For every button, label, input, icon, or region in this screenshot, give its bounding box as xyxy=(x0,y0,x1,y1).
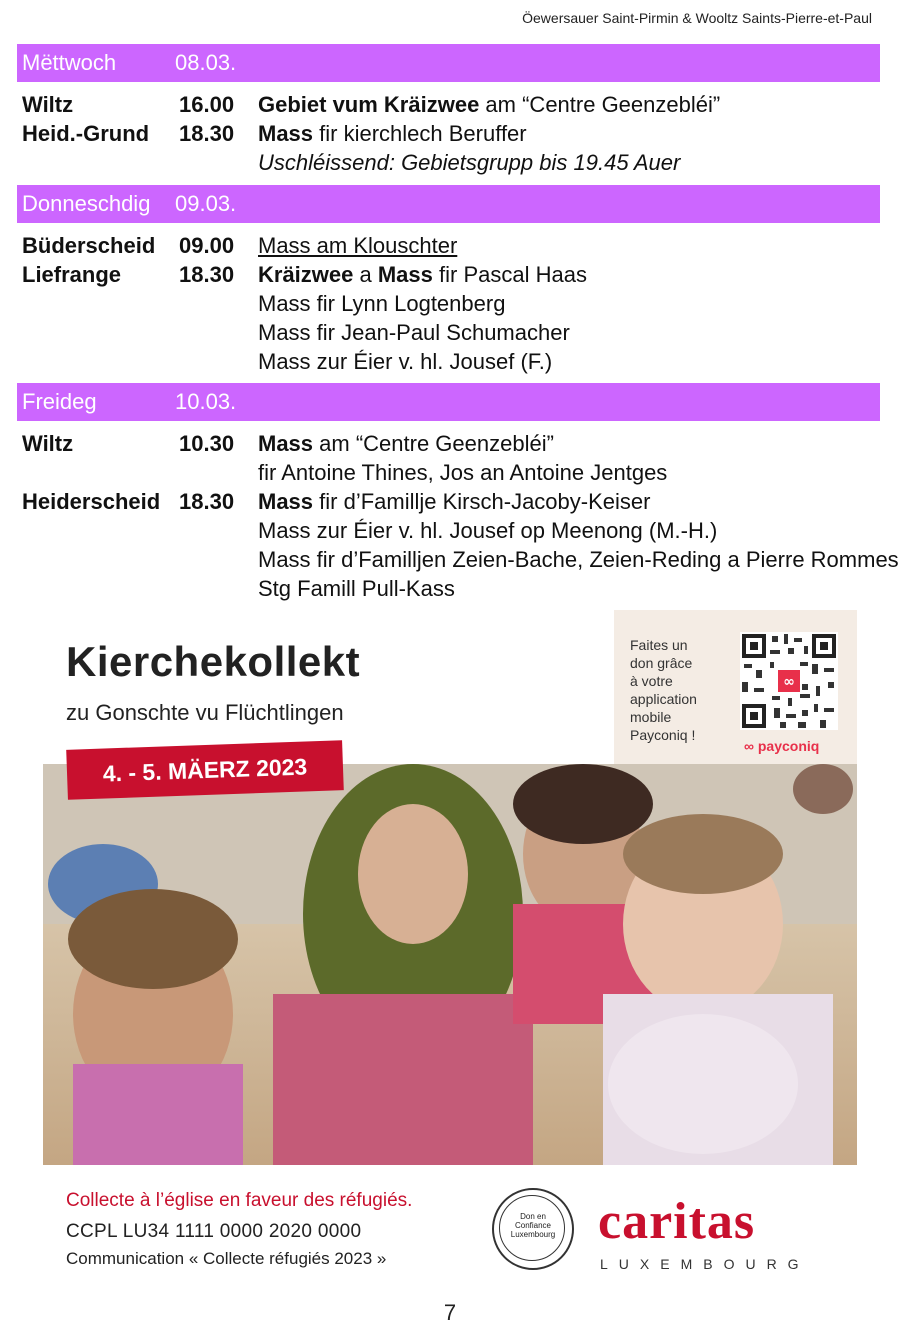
description: Mass fir kierchlech Beruffer xyxy=(258,121,527,146)
time: 18.30 xyxy=(179,489,235,514)
day-band-thursday xyxy=(17,185,880,223)
ad-title: Kierchekollekt xyxy=(66,638,361,685)
day-date: 10.03. xyxy=(175,389,237,414)
schedule-row xyxy=(22,458,882,487)
description: Mass fir Jean-Paul Schumacher xyxy=(258,320,570,345)
schedule-row xyxy=(22,347,882,376)
seal-text: Don en Confiance Luxembourg xyxy=(510,1212,556,1239)
page-header: Öewersauer Saint-Pirmin & Wooltz Saints-Pierre-et-Paul xyxy=(522,10,872,26)
payconiq-text: Faites un don grâce à votre application mobile Payconiq ! xyxy=(630,637,697,743)
day-band-friday xyxy=(17,383,880,421)
ad-subtitle: zu Gonschte vu Flüchtlingen xyxy=(66,700,344,725)
page-number: 7 xyxy=(443,1300,457,1325)
caritas-subtitle: LUXEMBOURG xyxy=(600,1256,810,1272)
description: Stg Famill Pull-Kass xyxy=(258,576,455,601)
day-label: Freideg xyxy=(22,389,97,414)
schedule-row xyxy=(22,148,882,177)
description: Mass fir Lynn Logtenberg xyxy=(258,291,506,316)
place: Wiltz xyxy=(22,431,74,456)
svg-text:∞: ∞ xyxy=(783,674,795,690)
place: Heid.-Grund xyxy=(22,121,150,146)
place: Liefrange xyxy=(22,262,122,287)
iban-text: CCPL LU34 1111 0000 2020 0000 xyxy=(66,1221,362,1242)
description: Gebiet vum Kräizwee am “Centre Geenzebléi” xyxy=(258,92,721,117)
description: Mass am Klouschter xyxy=(258,233,458,258)
description: Mass fir d’Familljen Zeien-Bache, Zeien-Reding a Pierre Rommes xyxy=(258,547,899,572)
schedule-row xyxy=(22,516,882,545)
time: 16.00 xyxy=(179,92,235,117)
day-date: 09.03. xyxy=(175,191,237,216)
schedule-row xyxy=(22,487,882,516)
communication-text: Communication « Collecte réfugiés 2023 » xyxy=(66,1249,387,1268)
time: 09.00 xyxy=(179,233,235,258)
day-band-wednesday xyxy=(17,44,880,82)
caritas-logo: caritas xyxy=(598,1193,756,1250)
schedule-row xyxy=(22,574,882,603)
description: Mass fir d’Famillje Kirsch-Jacoby-Keiser xyxy=(258,489,651,514)
description: Mass zur Éier v. hl. Jousef op Meenong (M.-H.) xyxy=(258,518,718,543)
schedule-row xyxy=(22,90,882,119)
qr-code-icon[interactable] xyxy=(740,632,838,730)
schedule-row xyxy=(22,119,882,148)
date-banner: 4. - 5. MÄERZ 2023 xyxy=(66,740,344,800)
schedule-row xyxy=(22,429,882,458)
time: 10.30 xyxy=(179,431,235,456)
payconiq-logo: ∞ payconiq xyxy=(744,738,820,754)
place: Wiltz xyxy=(22,92,74,117)
place: Büderscheid xyxy=(22,233,156,258)
description: fir Antoine Thines, Jos an Antoine Jentges xyxy=(258,460,668,485)
description: Mass zur Éier v. hl. Jousef (F.) xyxy=(258,349,553,374)
time: 18.30 xyxy=(179,262,235,287)
schedule-row xyxy=(22,260,882,289)
day-label: Donneschdig xyxy=(22,191,151,216)
refugee-children-photo xyxy=(43,764,857,1165)
schedule-row xyxy=(22,289,882,318)
schedule-row xyxy=(22,318,882,347)
photo-illustration-icon xyxy=(43,764,857,1165)
description: Mass am “Centre Geenzebléi” xyxy=(258,431,554,456)
place: Heiderscheid xyxy=(22,489,161,514)
day-date: 08.03. xyxy=(175,50,237,75)
collect-text: Collecte à l’église en faveur des réfugiés. xyxy=(66,1190,413,1211)
day-label: Mëttwoch xyxy=(22,50,117,75)
description: Kräizwee a Mass fir Pascal Haas xyxy=(258,262,587,287)
schedule-row xyxy=(22,545,899,574)
schedule-row xyxy=(22,231,882,260)
time: 18.30 xyxy=(179,121,235,146)
don-en-confiance-seal-icon xyxy=(492,1188,574,1270)
description: Uschléissend: Gebietsgrupp bis 19.45 Auer xyxy=(258,150,681,175)
